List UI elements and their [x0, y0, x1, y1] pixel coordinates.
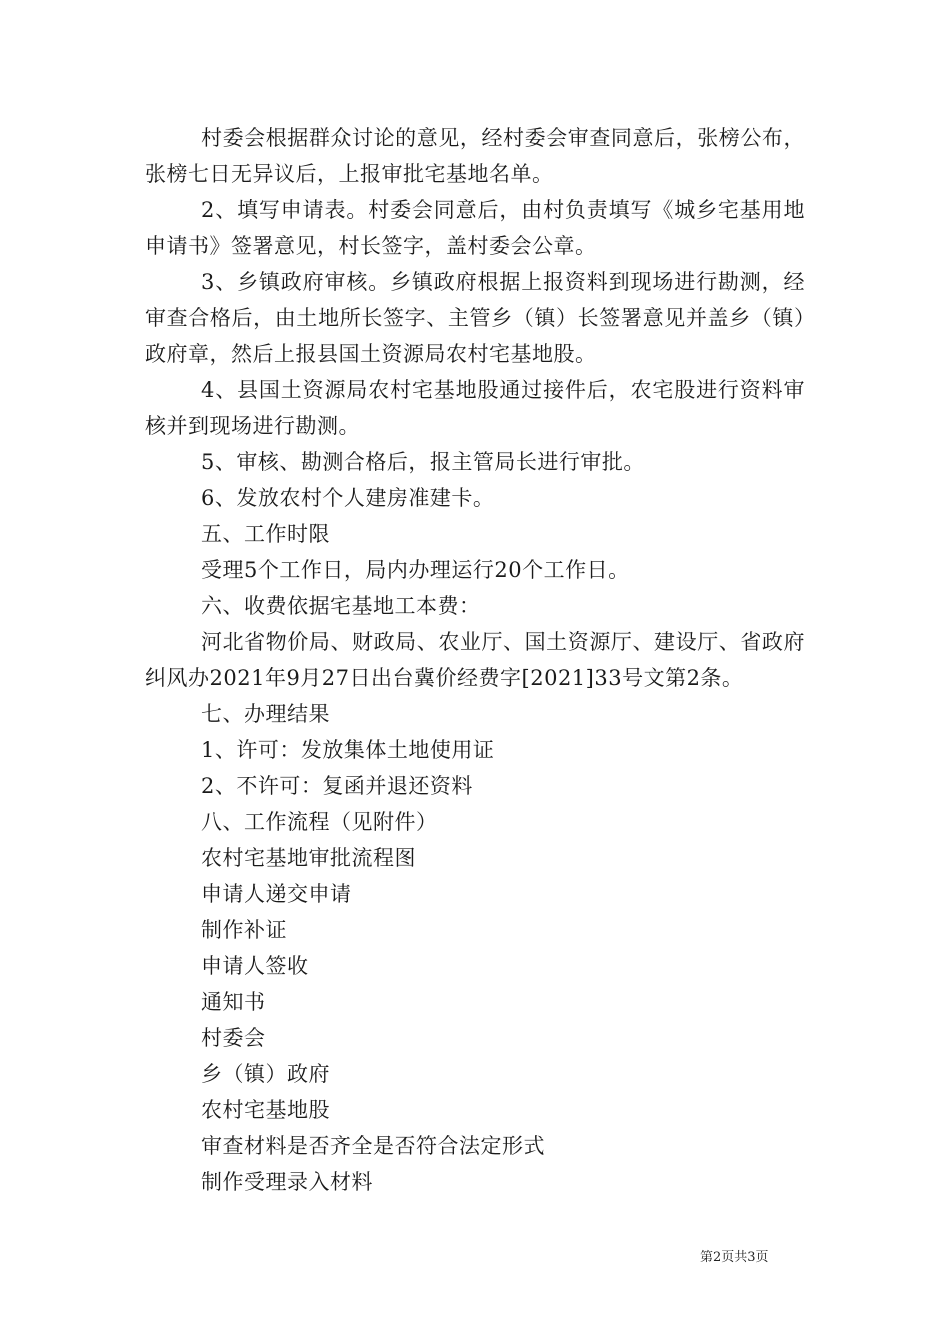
section-heading: 五、工作时限	[201, 522, 330, 546]
flowchart-step: 农村宅基地股	[201, 1098, 330, 1122]
paragraph: 受理5个工作日，局内办理运行20个工作日。	[201, 558, 630, 582]
page-number-footer: 第2页共3页	[700, 1250, 769, 1265]
flowchart-title: 农村宅基地审批流程图	[201, 846, 416, 870]
paragraph: 2、填写申请表。村委会同意后，由村负责填写《城乡宅基用地申请书》签署意见，村长签字，盖村委会公章。	[145, 198, 805, 258]
paragraph: 村委会根据群众讨论的意见，经村委会审查同意后，张榜公布，张榜七日无异议后，上报审批宅基地名单。	[145, 126, 805, 186]
paragraph: 1、许可：发放集体土地使用证	[201, 738, 495, 762]
section-heading: 七、办理结果	[201, 702, 330, 726]
flowchart-step: 申请人签收	[201, 954, 309, 978]
paragraph: 河北省物价局、财政局、农业厅、国土资源厅、建设厅、省政府纠风办2021年9月27日出台冀价经费字[2021]33号文第2条。	[145, 630, 805, 690]
section-heading: 六、收费依据宅基地工本费：	[201, 594, 481, 618]
paragraph: 6、发放农村个人建房准建卡。	[201, 486, 495, 510]
flowchart-step: 村委会	[201, 1026, 266, 1050]
flowchart-step: 审查材料是否齐全是否符合法定形式	[201, 1134, 545, 1158]
paragraph: 3、乡镇政府审核。乡镇政府根据上报资料到现场进行勘测，经审查合格后，由土地所长签字、主管乡（镇）长签署意见并盖乡（镇）政府章，然后上报县国土资源局农村宅基地股。	[145, 270, 805, 366]
paragraph: 2、不许可：复函并退还资料	[201, 774, 473, 798]
document-body	[145, 120, 805, 1200]
flowchart-step: 乡（镇）政府	[201, 1062, 330, 1086]
section-heading: 八、工作流程（见附件）	[201, 810, 438, 834]
paragraph: 5、审核、勘测合格后，报主管局长进行审批。	[201, 450, 645, 474]
paragraph: 4、县国土资源局农村宅基地股通过接件后，农宅股进行资料审核并到现场进行勘测。	[145, 378, 805, 438]
flowchart-step: 申请人递交申请	[201, 882, 352, 906]
flowchart-step: 制作受理录入材料	[201, 1170, 373, 1194]
flowchart-step: 制作补证	[201, 918, 287, 942]
flowchart-step: 通知书	[201, 990, 266, 1014]
